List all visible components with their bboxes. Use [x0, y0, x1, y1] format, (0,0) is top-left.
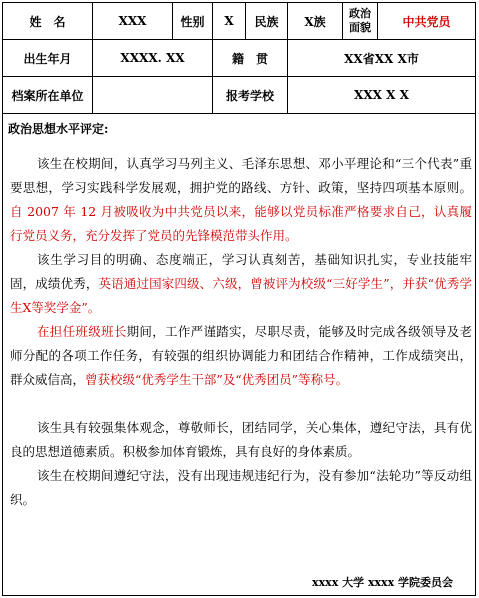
ethnicity-value: X族: [288, 3, 343, 39]
name-label: 姓 名: [3, 3, 93, 39]
paragraph-3-highlight-2: 曾获校级“优秀学生干部”及“优秀团员”等称号。: [85, 372, 349, 387]
paragraph-2-text: 该生学习目的明确、态度端正，学习认真刻苦，基础知识扎实，专业技能牢固，成绩优秀，: [10, 252, 472, 291]
header-row-3: [3, 77, 475, 114]
evaluation-label: 政治思想水平评定:: [8, 122, 109, 136]
origin-label: 籍 贯: [213, 40, 288, 76]
school-value: XXX X X: [354, 88, 409, 102]
paragraph-1-highlight: 自 2007 年 12 月被吸收为中共党员以来，能够以党员标准严格要求自己，认真履行党员义务，充分发挥了党员的先锋模范带头作用。: [10, 204, 472, 243]
paragraph-1-text: 该生在校期间，认真学习马列主义、毛泽东思想、邓小平理论和“三个代表”重要思想，学习实践科学发展观，拥护党的路线、方针、政策，坚持四项基本原则。: [10, 156, 472, 195]
evaluation-paragraph-2: [10, 248, 472, 320]
paragraph-3-text: 期间，工作严谨踏实，尽职尽责，能够及时完成各级领导及老师分配的各项工作任务，有较强的组织协调能力和团结合作精神，工作成绩突出，群众威信高，: [10, 324, 472, 387]
birth-value: XXXX. XX: [93, 40, 213, 76]
evaluation-paragraph-4: [10, 416, 472, 464]
archive-label: 档案所在单位: [3, 77, 93, 113]
birth-label: 出生年月: [3, 40, 93, 76]
archive-value: [93, 77, 213, 113]
evaluation-paragraph-3: [10, 320, 472, 392]
political-value: 中共党员: [402, 14, 451, 29]
gender-value: X: [213, 3, 246, 39]
origin-value: XX省XX X市: [344, 51, 419, 66]
signature: xxxx 大学 xxxx 学院委员会: [312, 576, 453, 589]
school-label: 报考学校: [213, 77, 288, 113]
form-sheet: [2, 2, 476, 596]
name-value: XXX: [93, 3, 173, 39]
header-row-1: [3, 3, 475, 40]
paragraph-2-highlight: 英语通过国家四级、六级，曾被评为校级“三好学生”，并获“优秀学生X等奖学金”。: [10, 276, 472, 315]
paragraph-5-text: 该生在校期间遵纪守法，没有出现违规违纪行为，没有参加“法轮功”等反动组织。: [10, 468, 472, 507]
ethnicity-label: 民族: [246, 3, 288, 39]
gender-label: 性别: [173, 3, 213, 39]
paragraph-3-highlight-1: 在担任班级班长: [37, 324, 127, 339]
evaluation-paragraph-1: [10, 152, 472, 248]
political-label: 政治面貌: [343, 3, 378, 39]
evaluation-paragraph-5: [10, 464, 472, 512]
paragraph-4-text: 该生具有较强集体观念，尊敬师长，团结同学，关心集体，遵纪守法，具有优良的思想道德素质。积极参加体育锻炼，具有良好的身体素质。: [10, 420, 472, 459]
header-row-2: [3, 40, 475, 77]
